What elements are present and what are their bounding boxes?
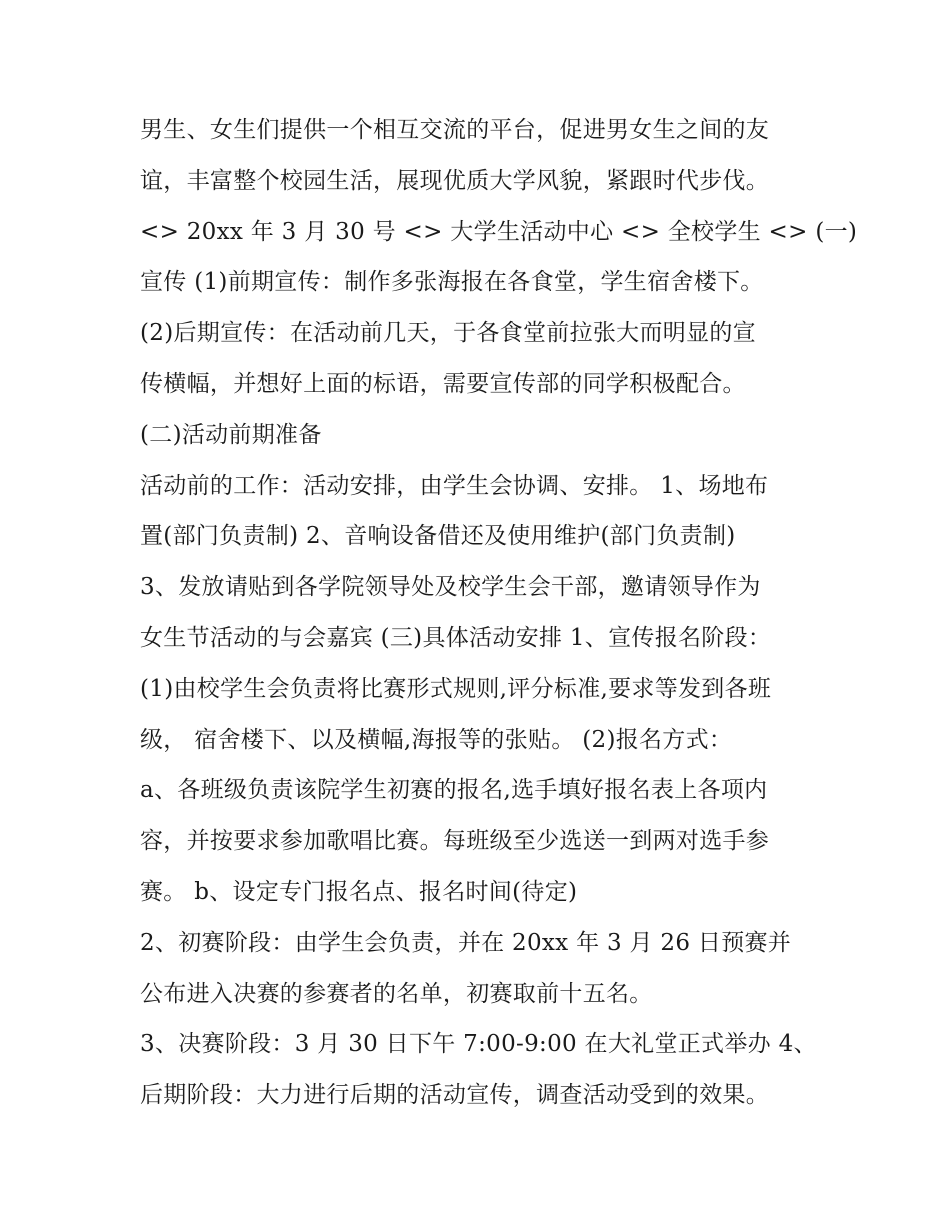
text-line: 女生节活动的与会嘉宾 (三)具体活动安排 1、宣传报名阶段： (140, 624, 772, 651)
text-line: 男生、女生们提供一个相互交流的平台，促进男女生之间的友 (140, 117, 770, 143)
text-line: 后期阶段：大力进行后期的活动宣传，调查活动受到的效果。 (140, 1082, 770, 1109)
text-line: 活动前的工作：活动安排，由学生会协调、安排。 1、场地布 (140, 472, 769, 499)
text-line: 容，并按要求参加歌唱比赛。每班级至少选送一到两对选手参 (140, 828, 770, 855)
text-line: <> 20xx 年 3 月 30 号 <> 大学生活动中心 <> 全校学生 <> (一) (140, 218, 858, 245)
section-heading: (二)活动前期准备 (140, 421, 322, 448)
text-line: (1)由校学生会负责将比赛形式规则,评分标准,要求等发到各班 (140, 675, 772, 702)
text-line: 3、决赛阶段：3 月 30 日下午 7:00-9:00 在大礼堂正式举办 4、 (140, 1031, 817, 1058)
text-line: 2、初赛阶段：由学生会负责，并在 20xx 年 3 月 26 日预赛并 (140, 929, 792, 956)
text-line: 宣传 (1)前期宣传：制作多张海报在各食堂，学生宿舍楼下。 (140, 269, 764, 296)
text-line: 级， 宿舍楼下、以及横幅,海报等的张贴。 (2)报名方式： (140, 726, 733, 753)
text-line: (2)后期宣传：在活动前几天，于各食堂前拉张大而明显的宣 (140, 320, 756, 347)
text-line: 公布进入决赛的参赛者的名单，初赛取前十五名。 (140, 980, 653, 1007)
text-line: 传横幅，并想好上面的标语，需要宣传部的同学积极配合。 (140, 370, 746, 397)
text-line: 3、发放请贴到各学院领导处及校学生会干部，邀请领导作为 (140, 574, 761, 601)
text-line: 赛。 b、设定专门报名点、报名时间(待定) (140, 878, 578, 905)
document-body (140, 105, 858, 1121)
text-line: a、各班级负责该院学生初赛的报名,选手填好报名表上各项内 (140, 777, 768, 804)
text-line: 置(部门负责制) 2、音响设备借还及使用维护(部门负责制) (140, 523, 736, 550)
text-line: 谊，丰富整个校园生活，展现优质大学风貌，紧跟时代步伐。 (140, 167, 770, 194)
